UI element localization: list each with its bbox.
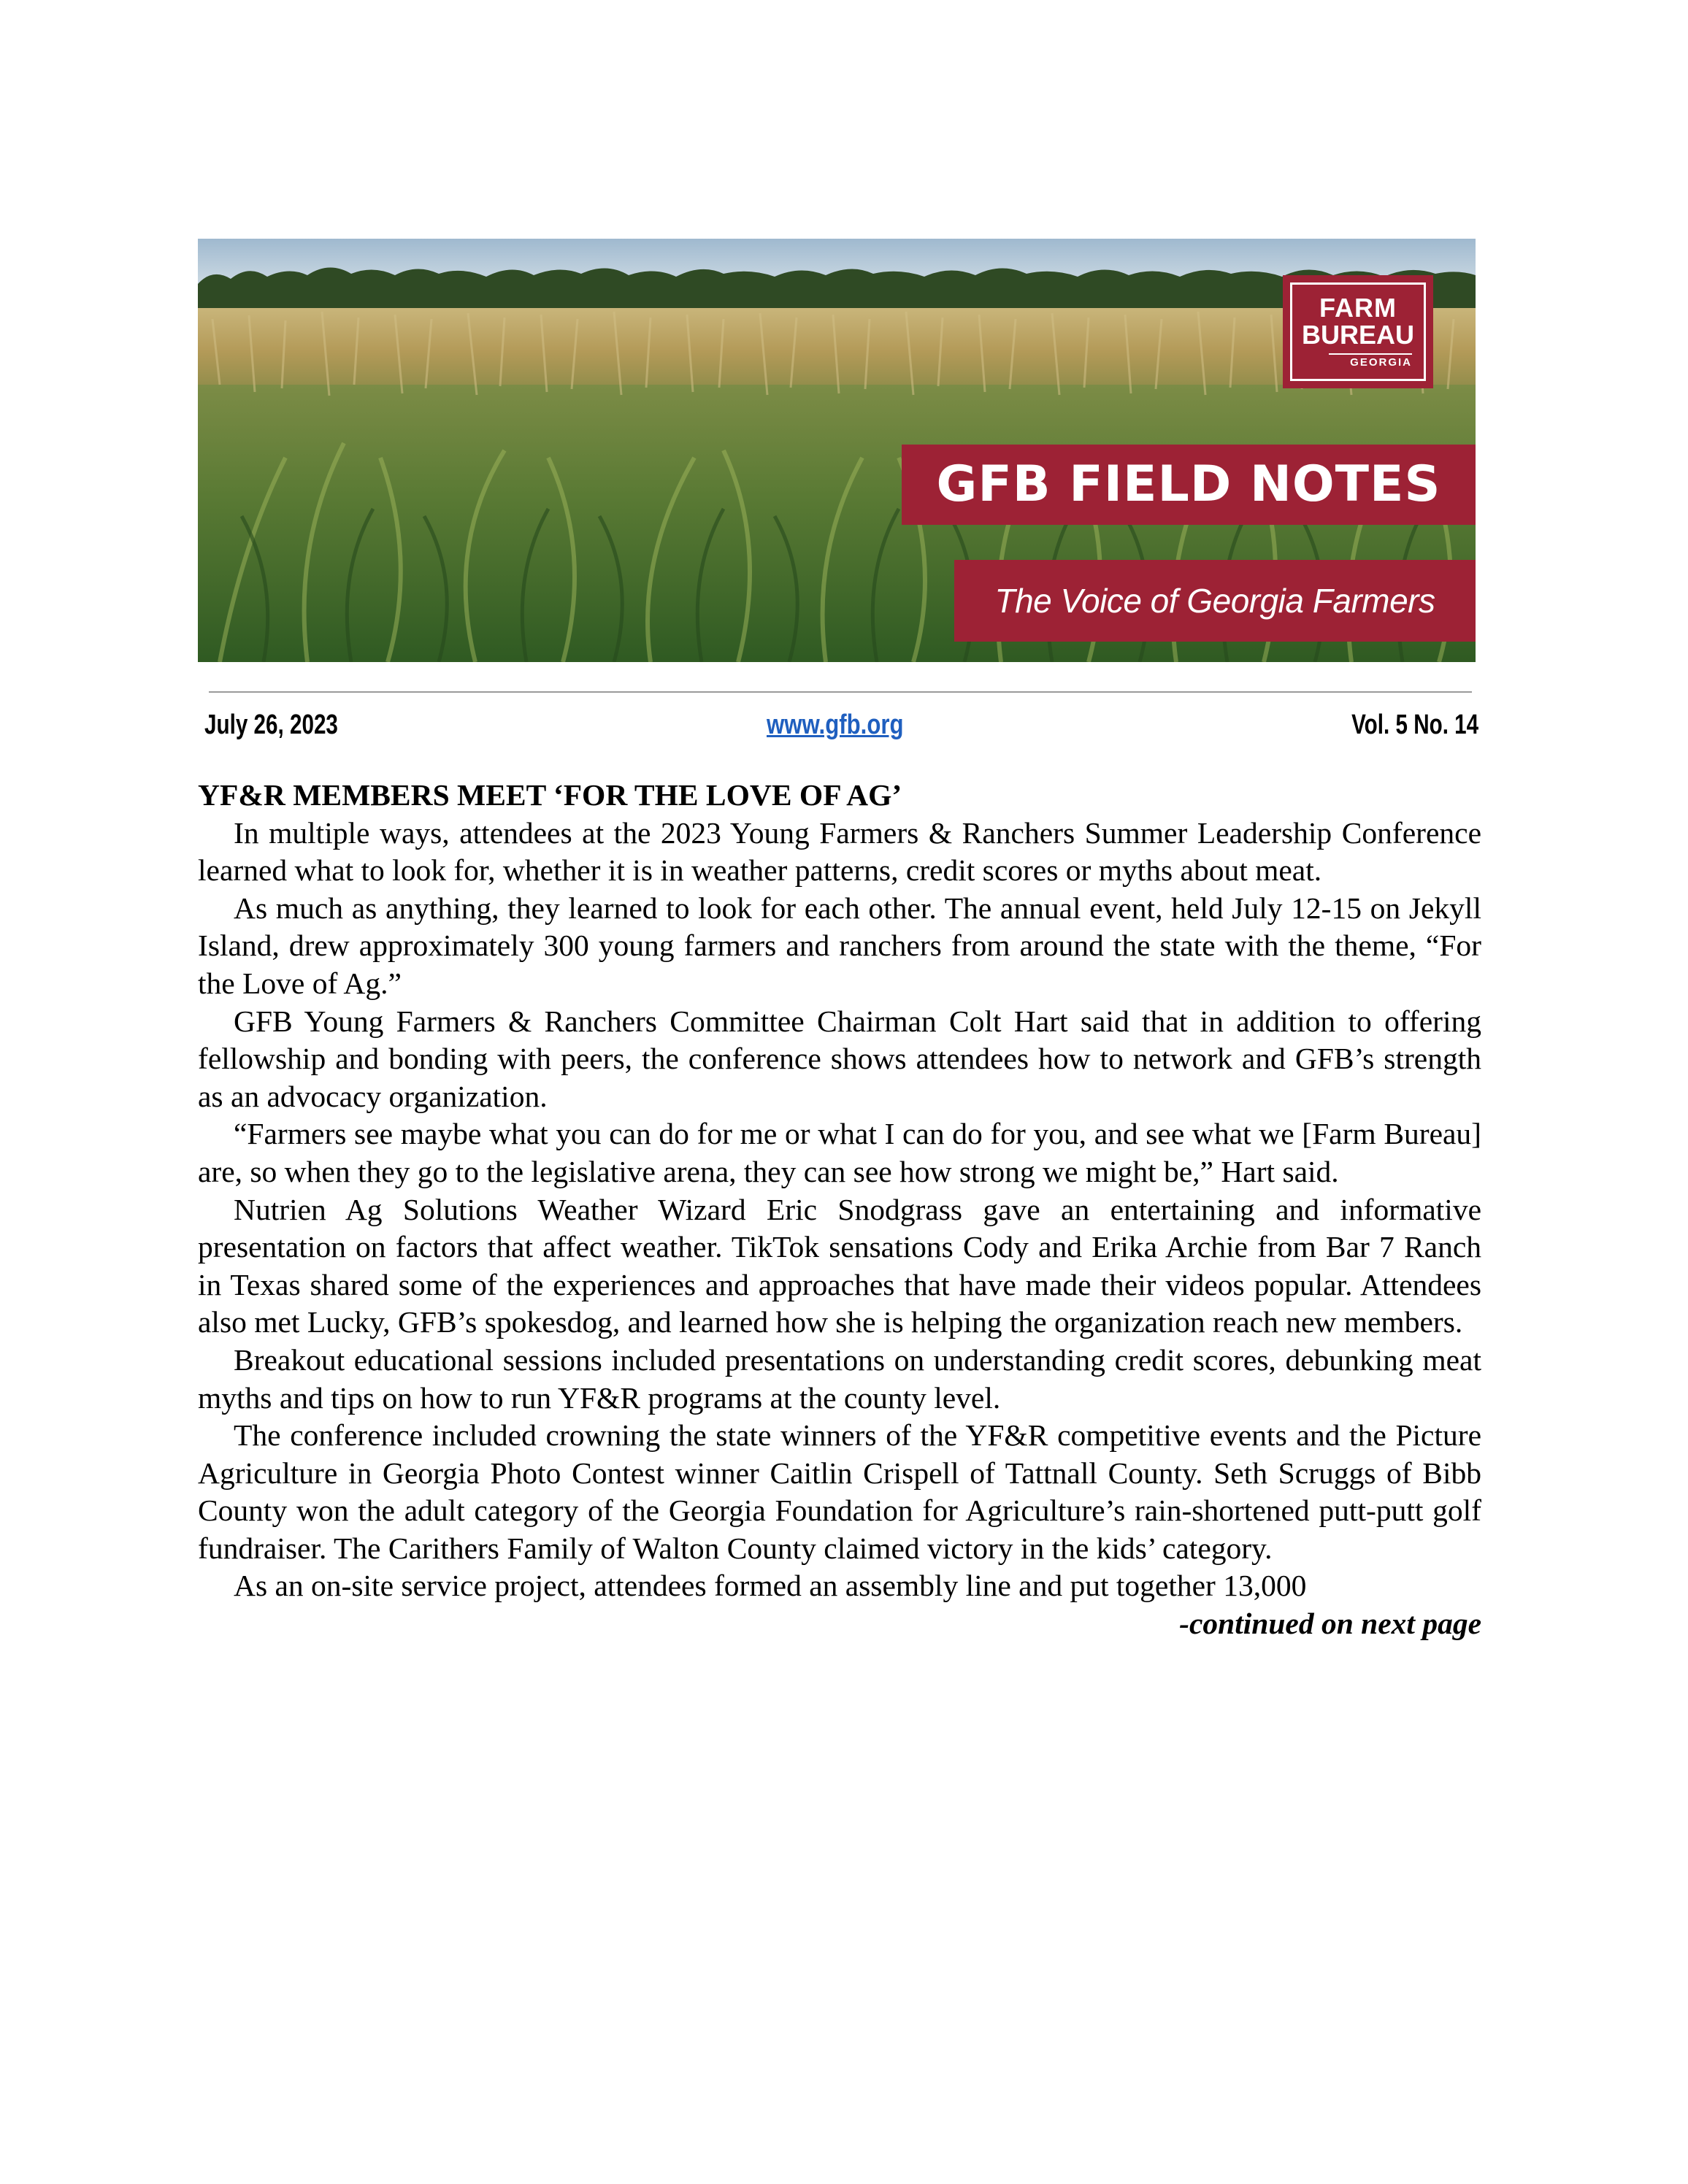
article-paragraph: “Farmers see maybe what you can do for me or what I can do for you, and see what we [Farm Bureau] are, so when they go to the legislative arena, they can see how strong we might be,” Hart said.: [198, 1117, 1481, 1188]
issue-date: July 26, 2023: [204, 710, 338, 740]
article-paragraph: In multiple ways, attendees at the 2023 Young Farmers & Ranchers Summer Leadership Conference learned what to look for, whether it is in weather patterns, credit scores or myths about meat.: [198, 815, 1481, 888]
newsletter-tagline: The Voice of Georgia Farmers: [954, 560, 1476, 642]
website-link[interactable]: www.gfb.org: [767, 710, 904, 740]
logo-text-bureau: BUREAU: [1301, 320, 1414, 350]
article-paragraph: GFB Young Farmers & Ranchers Committee Chairman Colt Hart said that in addition to offering fellowship and bonding with peers, the conference shows attendees how to network and GFB’s strength as an advocacy organization.: [198, 1004, 1481, 1113]
logo-text-georgia: GEORGIA: [1329, 353, 1412, 369]
continued-note: -continued on next page: [1179, 1607, 1481, 1641]
article-paragraph: Nutrien Ag Solutions Weather Wizard Eric Snodgrass gave an entertaining and informative presentation on factors that affect weather. TikTok sensations Cody and Erika Archie from Bar 7 Ranch in Texas shared some of the experiences and approaches that have made their videos popular. Attendees also met Lucky, GFB’s spokesdog, and learned how she is helping the organization reach new members.: [198, 1192, 1481, 1339]
header-divider: [209, 691, 1472, 693]
farm-bureau-logo: [1283, 275, 1433, 388]
newsletter-title: GFB FIELD NOTES: [902, 445, 1476, 525]
article-paragraph: Breakout educational sessions included presentations on understanding credit scores, debunking meat myths and tips on how to run YF&R programs at the county level.: [198, 1342, 1481, 1415]
header-banner: [198, 239, 1476, 662]
article-paragraph: The conference included crowning the state winners of the YF&R competitive events and the Picture Agriculture in Georgia Photo Contest winner Caitlin Crispell of Tattnall County. Seth Scruggs of Bibb County won the adult category of the Georgia Foundation for Agriculture’s rain-shortened putt-putt golf fundraiser. The Carithers Family of Walton County claimed victory in the kids’ category.: [198, 1418, 1481, 1565]
issue-volume: Vol. 5 No. 14: [1351, 710, 1478, 740]
article: [198, 777, 1481, 1643]
article-paragraph-last: As an on-site service project, attendees formed an assembly line and put together 13,000: [234, 1569, 1307, 1603]
logo-frame: [1290, 282, 1426, 381]
issue-info-bar: [204, 707, 1478, 743]
logo-text-farm: FARM: [1319, 293, 1397, 323]
article-paragraph: As much as anything, they learned to look for each other. The annual event, held July 12-15 on Jekyll Island, drew approximately 300 young farmers and ranchers from around the state with the theme, “For the Love of Ag.”: [198, 891, 1481, 1000]
article-headline: YF&R MEMBERS MEET ‘FOR THE LOVE OF AG’: [198, 778, 902, 812]
